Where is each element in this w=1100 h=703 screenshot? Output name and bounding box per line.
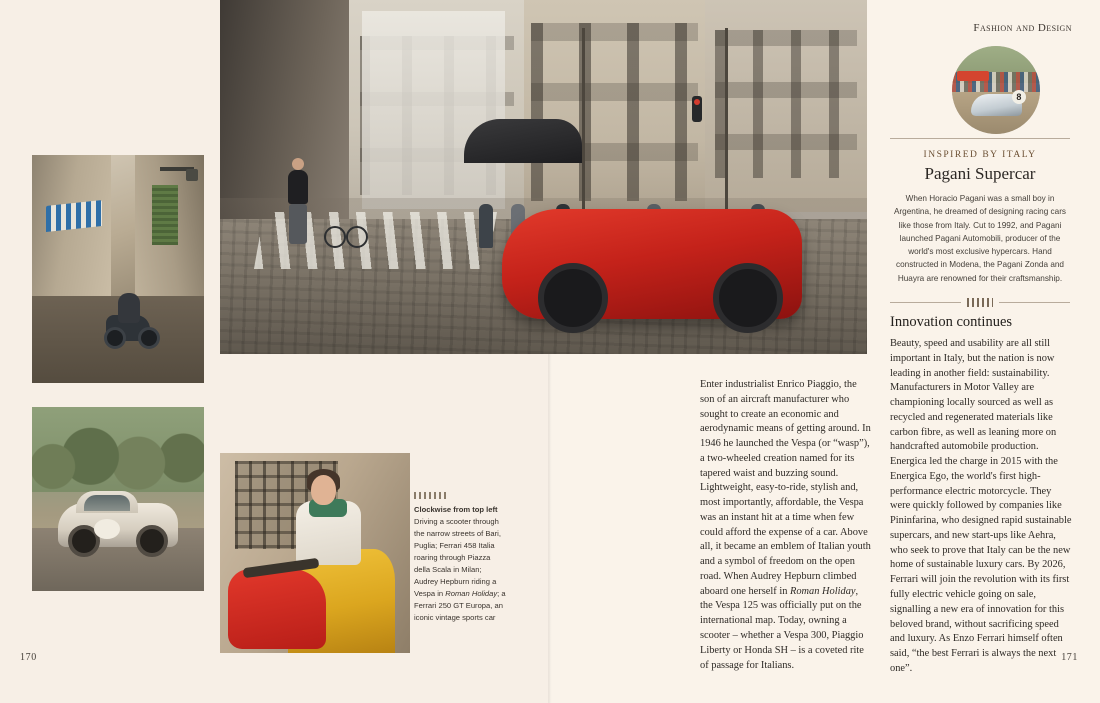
red-ferrari-on-milan-street-photo	[220, 0, 867, 354]
inset-car-number: 8	[1012, 90, 1026, 104]
innovation-section	[890, 314, 1072, 677]
photo-caption	[414, 492, 506, 624]
vintage-car-window	[84, 495, 130, 511]
ornament-rule-left	[890, 302, 961, 303]
caption-part-1: Driving a scooter through the narrow streets of Bari, Puglia; Ferrari 458 Italia roaring through Piazza della Scala in Milan; Audrey Hepburn riding a Vespa in	[414, 516, 501, 598]
ornament-hatch-icon	[967, 298, 993, 307]
woman-head	[292, 158, 304, 170]
caption-hatch-icon	[414, 492, 448, 499]
caption-text	[414, 504, 506, 624]
innovation-body: Beauty, speed and usability are all still important in Italy, but the nation is now leading in another field: sustainability. Manufacturers in Motor Valley are championing locally sourced as well as recycled and regenerated materials like carbon fibre, as well as leaning more on handcrafted automobile production. Energica led the charge in 2015 with the Energica Ego, the world's first high-performance electric motorcycle. They were quickly followed by companies like Pininfarina, who designed rapid sustainable supercars, and new start-ups like Aehra, who seek to prove that Italy can be the new home of sustainable luxury cars. By 2026, Ferrari will join the revolution with its first fully electric vehicle going on sale, signalling a new era of innovation for this beloved brand, without sacrificing speed and luxury. As Enzo Ferrari himself often said, “the best Ferrari is always the next one”.	[890, 338, 1072, 674]
woman-top	[288, 170, 308, 204]
innovation-heading: Innovation continues	[890, 314, 1013, 330]
scooter-wheel-rear	[138, 327, 160, 349]
section-ornament	[890, 298, 1070, 307]
running-head: Fashion and Design	[973, 22, 1072, 34]
inset-banner	[957, 71, 989, 82]
body-text-part-2: , the Vespa 125 was officially put on the international map. Today, owning a scooter – whether a Vespa 300, Piaggio Liberty or Honda SH – is a coveted rite of passage for Italians.	[700, 585, 864, 671]
traffic-light-icon	[692, 96, 702, 122]
vintage-sports-car-photo	[32, 407, 204, 591]
caption-italic: Roman Holiday	[445, 588, 498, 598]
main-body-column	[700, 378, 872, 673]
ornament-rule-right	[999, 302, 1070, 303]
face	[311, 475, 336, 505]
building-right	[705, 0, 867, 212]
scaffold-sheeting	[362, 11, 504, 209]
street-lamp	[160, 167, 194, 171]
scooter-in-narrow-alley-photo	[32, 155, 204, 383]
scooter-wheel-front	[104, 327, 126, 349]
sidebar-top-rule	[890, 138, 1070, 139]
main-body-paragraph	[700, 378, 872, 673]
ferrari-cabin	[464, 119, 582, 163]
bicycle-wheel-rear	[346, 226, 368, 248]
vintage-wheel-rear	[136, 525, 168, 557]
ferrari-wheel-rear	[538, 263, 608, 333]
caption-part-2: ; a Ferrari 250 GT Europa, an iconic vintage sports car	[414, 588, 506, 622]
pagani-inset-circle-photo	[952, 46, 1040, 134]
body-text-part-1: Enter industrialist Enrico Piaggio, the son of an aircraft manufacturer who sought to create an economic and aerodynamic means of getting around. In 1946 he launched the Vespa (or “wasp”), a two-wheeled creation named for its tapered waist and buzzing sound. Lightweight, easy-to-ride, stylish and, most importantly, affordable, the Vespa was an instant hit at a time when few could afford the expense of a car. Above all, it became an emblem of Italian youth and a symbol of freedom on the open road. When Audrey Hepburn climbed aboard one herself in	[700, 379, 871, 597]
woman-shorts	[289, 204, 307, 244]
window-shutter	[152, 185, 178, 245]
ferrari-wheel-front	[713, 263, 783, 333]
folio-left: 170	[20, 652, 37, 663]
woman-in-black-top	[285, 170, 311, 262]
folio-right: 171	[1061, 652, 1078, 663]
red-vespa	[228, 569, 327, 649]
sidebar-body: When Horacio Pagani was a small boy in Argentina, he dreamed of designing racing cars like those from Italy. Cut to 1992, and Pagani launched Pagani Automobili, producer of the world's most exclusive hypercars. Hand constructed in Modena, the Pagani Zonda and Huayra are renowned for their craftsmanship.	[893, 194, 1067, 283]
inspired-by-italy-sidebar	[890, 150, 1070, 285]
sidebar-kicker: INSPIRED BY ITALY	[923, 150, 1037, 160]
caption-lead: Clockwise from top left	[414, 505, 498, 514]
body-italic-title: Roman Holiday	[790, 585, 856, 597]
audrey-hepburn-on-vespa-photo	[220, 453, 410, 653]
pedestrian-1	[479, 204, 493, 248]
scooter-rider	[118, 293, 140, 323]
bicycle	[324, 222, 368, 248]
bicycle-wheel-front	[324, 226, 346, 248]
tree-line	[32, 407, 204, 492]
sidebar-title: Pagani Supercar	[924, 164, 1036, 183]
race-number-roundel	[94, 519, 120, 539]
